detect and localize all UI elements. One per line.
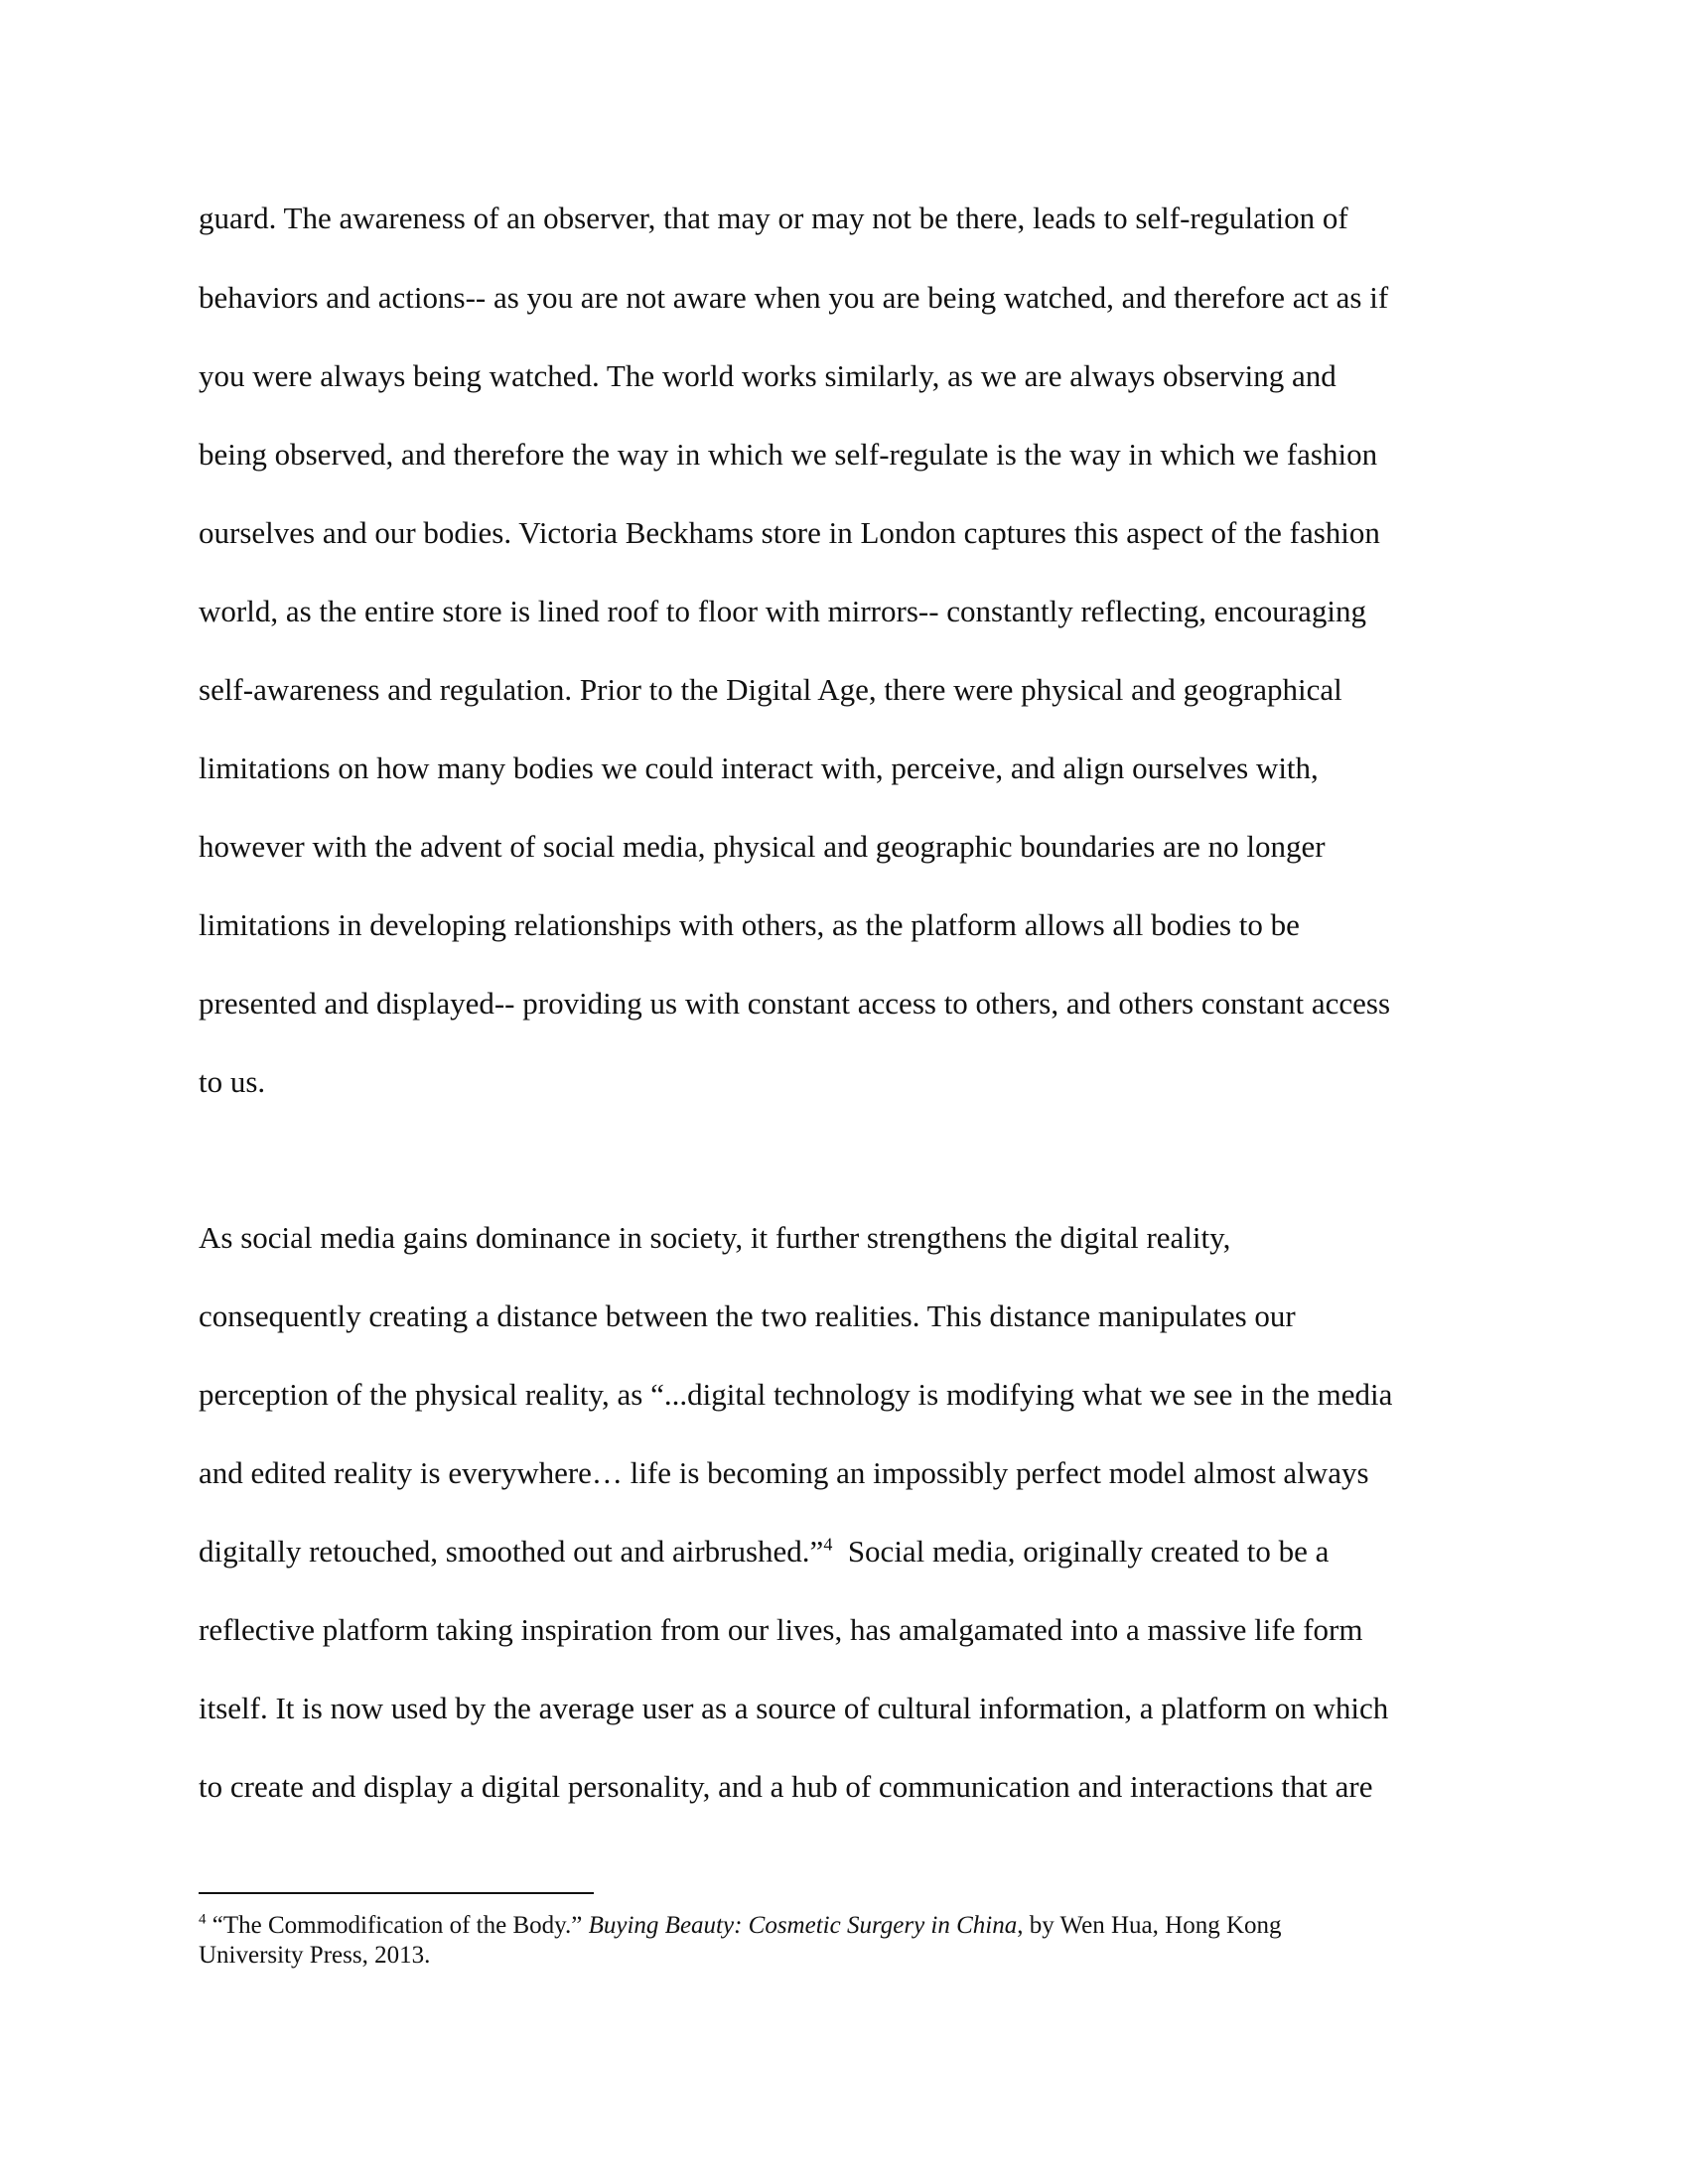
- footnote-citation-part-2: , by Wen Hua, Hong Kong: [1017, 1912, 1282, 1939]
- paragraph-2-line-5: [199, 1532, 1329, 1571]
- footnote-separator: [199, 1892, 594, 1894]
- line-5-text-before: digitally retouched, smoothed out and airbrushed.”: [199, 1534, 824, 1569]
- paragraph-2-line-6: reflective platform taking inspiration from our lives, has amalgamated into a massive life form: [199, 1612, 1363, 1647]
- paragraph-2-line-3: perception of the physical reality, as “...digital technology is modifying what we see in the media: [199, 1377, 1393, 1412]
- paragraph-1-line-11: presented and displayed-- providing us with constant access to others, and others constant access: [199, 986, 1391, 1021]
- paragraph-1-line-12: to us.: [199, 1064, 266, 1099]
- footnote-reference-4[interactable]: 4: [823, 1534, 833, 1555]
- paragraph-1-line-3: you were always being watched. The world works similarly, as we are always observing and: [199, 358, 1336, 393]
- line-5-text-after: Social media, originally created to be a: [832, 1534, 1330, 1569]
- paragraph-1-line-1: guard. The awareness of an observer, that may or may not be there, leads to self-regulation of: [199, 201, 1348, 235]
- footnote-line-2: University Press, 2013.: [199, 1942, 431, 1969]
- paragraph-1-line-6: world, as the entire store is lined roof to floor with mirrors-- constantly reflecting, encouraging: [199, 594, 1366, 628]
- footnote-number: 4: [199, 1911, 207, 1928]
- paragraph-1-line-10: limitations in developing relationships with others, as the platform allows all bodies to be: [199, 907, 1300, 942]
- paragraph-1-line-2: behaviors and actions-- as you are not aware when you are being watched, and therefore act as if: [199, 280, 1389, 315]
- paragraph-1-line-5: ourselves and our bodies. Victoria Beckhams store in London captures this aspect of the fashion: [199, 515, 1380, 550]
- paragraph-1-line-8: limitations on how many bodies we could interact with, perceive, and align ourselves with,: [199, 751, 1319, 785]
- paragraph-1-line-4: being observed, and therefore the way in which we self-regulate is the way in which we fashion: [199, 437, 1378, 472]
- paragraph-1-line-9: however with the advent of social media, physical and geographic boundaries are no longer: [199, 829, 1326, 864]
- paragraph-2-line-4: and edited reality is everywhere… life is becoming an impossibly perfect model almost always: [199, 1455, 1369, 1490]
- footnote-line-1: [199, 1911, 1282, 1941]
- footnote-citation-part-1: “The Commodification of the Body.”: [206, 1912, 589, 1939]
- paragraph-2-line-7: itself. It is now used by the average user as a source of cultural information, a platform on which: [199, 1691, 1389, 1725]
- paragraph-2-line-8: to create and display a digital personality, and a hub of communication and interactions that are: [199, 1769, 1373, 1804]
- paragraph-2-line-2: consequently creating a distance between the two realities. This distance manipulates our: [199, 1298, 1296, 1333]
- paragraph-1-line-7: self-awareness and regulation. Prior to the Digital Age, there were physical and geographical: [199, 672, 1342, 707]
- footnote-book-title: Buying Beauty: Cosmetic Surgery in China: [588, 1912, 1018, 1939]
- paragraph-2-line-1: As social media gains dominance in society, it further strengthens the digital reality,: [199, 1220, 1231, 1255]
